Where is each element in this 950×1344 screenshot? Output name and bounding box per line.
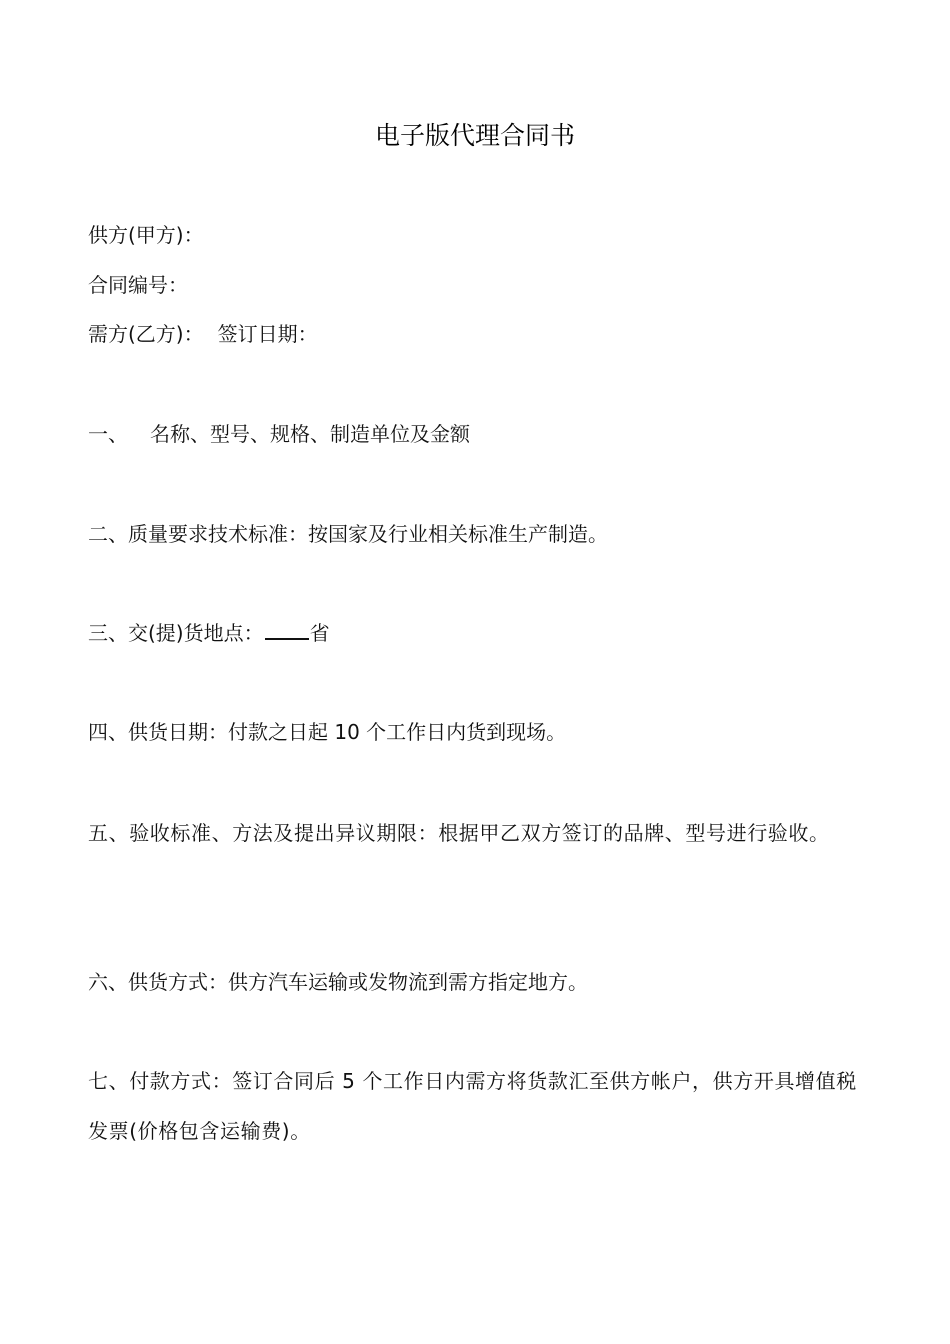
- blank-underline: [265, 620, 309, 640]
- buyer-label: 需方(乙方)：: [88, 322, 204, 346]
- section-7: 七、付款方式：签订合同后 5 个工作日内需方将货款汇至供方帐户，供方开具增值税发票(价格包含运输费)。: [88, 1069, 857, 1143]
- sign-date-label: 签订日期：: [217, 322, 318, 346]
- contract-number-line: 合同编号：: [88, 273, 188, 297]
- section-1: [88, 421, 470, 447]
- section-6: 六、供货方式：供方汽车运输或发物流到需方指定地方。: [88, 970, 588, 994]
- section-2: 二、质量要求技术标准：按国家及行业相关标准生产制造。: [88, 522, 608, 546]
- section-3: [88, 620, 330, 646]
- section-4: 四、供货日期：付款之日起 10 个工作日内货到现场。: [88, 720, 567, 744]
- section-3-suffix: 省: [309, 621, 330, 645]
- supplier-line: 供方(甲方)：: [88, 223, 204, 247]
- document-title: 电子版代理合同书: [374, 121, 575, 150]
- buyer-sign-date-line: [88, 321, 318, 347]
- section-1-text: 名称、型号、规格、制造单位及金额: [150, 422, 470, 446]
- section-3-prefix: 三、交(提)货地点：: [88, 621, 264, 645]
- section-5: 五、验收标准、方法及提出异议期限：根据甲乙双方签订的品牌、型号进行验收。: [88, 821, 830, 845]
- section-1-number: 一、: [88, 422, 128, 446]
